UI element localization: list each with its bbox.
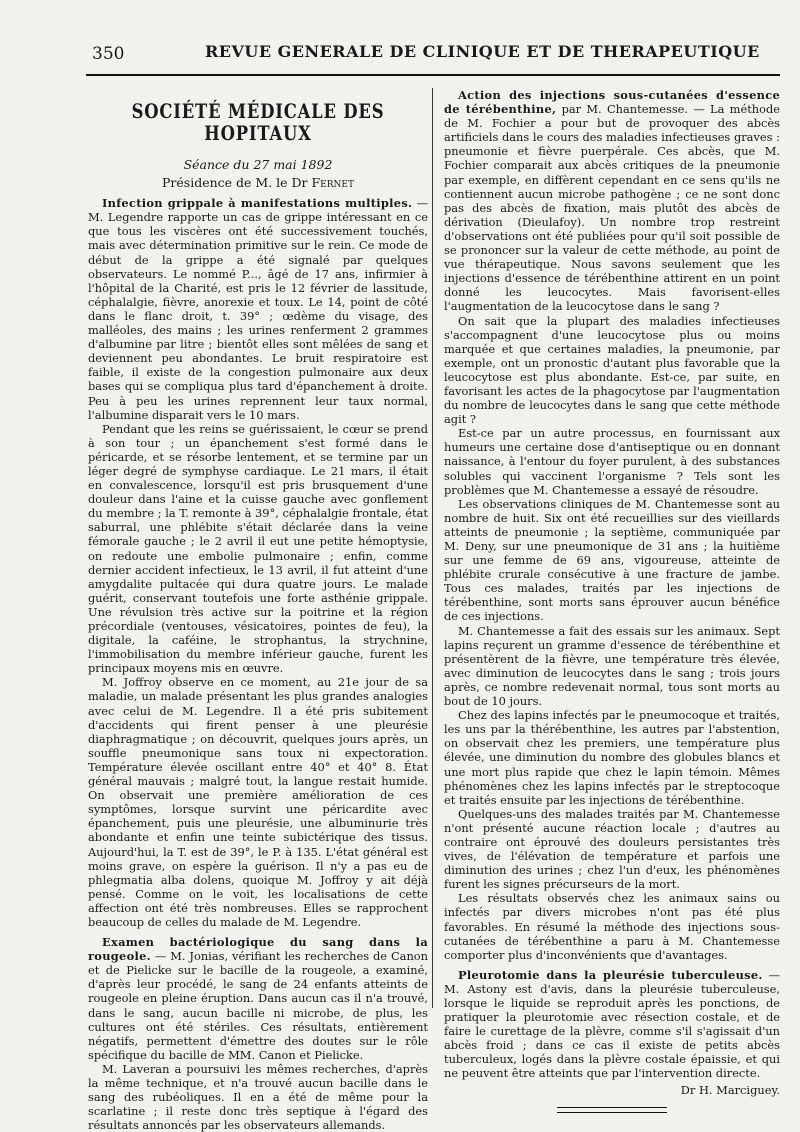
article-3-paragraph: On sait que la plupart des maladies infectieuses s'accompagnent d'une leucocytose plus ou moins marquée et que certaines maladies, la pneumonie, par exemple, ont un pronostic d'autant plus favorable que la leucocytose est plus abondante. Est-ce, par suite, en favorisant les actes de la phagocytose par l'augmentation du nombre de leucocytes dans le sang que cette méthode agit ? xyxy=(444,313,780,427)
article-4-title: Pleurotomie dans la pleurésie tuberculeuse. xyxy=(458,967,763,982)
article-3-paragraph: M. Chantemesse a fait des essais sur les animaux. Sept lapins reçurent un gramme d'essence de térébenthine et présentèrent de la fièvre, une température très élevée, avec diminution de leucocytes dans le sang ; trois jours après, ce nombre redevenait normal, tous sont morts au bout de 10 jours. xyxy=(444,623,780,709)
article-1-paragraph xyxy=(88,196,428,422)
article-4-paragraph xyxy=(444,968,780,1081)
right-column xyxy=(444,88,780,1113)
article-3-text: par M. Chantemesse. — La méthode de M. Fochier a pour but de provoquer des abcès artificiels dans le cours des maladies infectieuses graves : pneumonie et fièvre puerpérale. Ces abcès, que M. Fochier comparait aux abcès critiques de la pneumonie par exemple, en diffèrent cependant en ce sens qu'ils ne contiennent aucun microbe pathogène ; ce ne sont donc pas des abcès de fixation, mais plutôt des abcès de dérivation (Dieulafoy). Un nombre trop restreint d'observations ont été publiées pour qu'il soit possible de se prononcer sur la valeur de cette méthode, au point de vue thérapeutique. Nous savons seulement que les injections d'essence de térébenthine attirent en un point donné les leucocytes. Mais favorisent-elles l'augmentation de la leucocytose dans le sang ? xyxy=(444,102,780,314)
article-1-title: Infection grippale à manifestations multiples. xyxy=(102,196,413,211)
end-rule xyxy=(557,1107,667,1113)
article-1-paragraph: Pendant que les reins se guérissaient, le cœur se prend à son tour ; un épanchement s'est formé dans le péricarde, et se résorbe lentement, et se termine par un léger degré de symphyse cardiaque. Le 21 mars, il était en convalescence, lorsqu'il est pris brusquement d'une douleur dans l'aine et la cuisse gauche avec gonflement du membre ; la T. remonte à 39°, céphalalgie frontale, état saburral, une phlébite s'était déclarée dans la veine fémorale gauche ; le 2 avril il eut une petite hémoptysie, on redoute une embolie pulmonaire ; enfin, comme dernier accident infectieux, le 13 avril, il fut atteint d'une amygdalite pultacée qui dura quatre jours. Le malade guérit, conservant toutefois une forte asthénie grippale. Une révulsion très active sur la poitrine et la région précordiale (ventouses, vésicatoires, pointes de feu), la digitale, la caféine, le strophantus, la strychnine, l'immobilisation du membre inférieur gauche, furent les principaux moyens mis en œuvre. xyxy=(88,421,428,676)
page-number: 350 xyxy=(92,44,125,64)
article-2-text: — M. Jonias, vérifiant les recherches de Canon et de Pielicke sur le bacille de la rougeole, a examiné, d'après leur procédé, le sang de 24 enfants atteints de rougeole en pleine éruption. Dans aucun cas il n'a trouvé, dans le sang, aucun bacille ni microbe, de plus, les cultures ont été stériles. Ces résultats, entièrement négatifs, permettent d'émettre des doutes sur le rôle spécifique du bacille de MM. Canon et Pielicke. xyxy=(88,949,428,1062)
article-3-paragraph: Quelques-uns des malades traités par M. Chantemesse n'ont présenté aucune réaction locale ; d'autres au contraire ont éprouvé des douleurs persistantes très vives, de l'élévation de température et parfois une diminution des urines ; chez l'un d'eux, les phénomènes furent les signes précurseurs de la mort. xyxy=(444,806,780,892)
article-3-title: Action des injections sous-cutanées d'essence de térébenthine, xyxy=(444,88,780,117)
article-1-text: — M. Legendre rapporte un cas de grippe intéressant en ce que tous les viscères ont été successivement touchés, mais avec détermination primitive sur le rein. Ce mode de début de la grippe a été signalé par quelques observateurs. Le nommé P..., âgé de 17 ans, infirmier à l'hôpital de la Charité, est pris le 12 février de lassitude, céphalalgie, fièvre, anorexie et toux. Le 14, point de côté dans le flanc droit, t. 39° ; œdème du visage, des malléoles, des mains ; les urines renferment 2 grammes d'albumine par litre ; bientôt elles sont mêlées de sang et deviennent peu abondantes. Le bruit respiratoire est faible, il existe de la congestion pulmonaire aux deux bases qui se compliqua plus tard d'épanchement à droite. Peu à peu les urines reprennent leur taux normal, l'albumine disparait vers le 10 mars. xyxy=(88,196,429,422)
article-2-paragraph xyxy=(88,935,428,1062)
session-date: Séance du 27 mai 1892 xyxy=(183,157,333,172)
article-2-title: Examen bactériologique du sang dans la rougeole. xyxy=(88,935,428,964)
article-3-paragraph: Les résultats observés chez les animaux sains ou infectés par divers microbes n'ont pas été plus favorables. En résumé la méthode des injections sous-cutanées de térébenthine a paru à M. Chantemesse comporter plus d'inconvénients que d'avantages. xyxy=(444,891,780,962)
article-4-text: — M. Astony est d'avis, dans la pleurésie tuberculeuse, lorsque le liquide se reproduit après les ponctions, de pratiquer la pleurotomie avec résection costale, et de faire le curettage de la plèvre, comme s'il s'agissait d'un abcès froid ; dans ce cas il existe de petits abcès tuberculeux, logés dans la plèvre costale épaissie, et qui ne peuvent être atteints que par l'intervention directe. xyxy=(444,967,780,1081)
society-title: SOCIÉTÉ MÉDICALE DES HOPITAUX xyxy=(131,99,385,145)
running-head: REVUE GENERALE DE CLINIQUE ET DE THERAPEUTIQUE xyxy=(205,42,760,61)
article-3-paragraph xyxy=(444,88,780,314)
article-2-paragraph: M. Laveran a poursuivi les mêmes recherches, d'après la même technique, et n'a trouvé aucun bacille dans le sang des rubéoliques. Il en a été de même pour la scarlatine ; il reste donc très septique à l'égard des résultats annoncés par les observateurs allemands. xyxy=(88,1061,428,1132)
top-rule xyxy=(86,74,780,76)
presidency xyxy=(88,176,428,190)
article-1-paragraph: M. Joffroy observe en ce moment, au 21e jour de sa maladie, un malade présentant les plus grandes analogies avec celui de M. Legendre. Il a été pris subitement d'accidents qui firent penser à une pleurésie diaphragmatique ; on découvrit, quelques jours après, un souffle pneumonique sans toux ni expectoration. Température élevée oscillant entre 40° et 40° 8. État général mauvais ; malgré tout, la langue restait humide. On observait une première amélioration de ces symptômes, lorsque survint une péricardite avec épanchement, puis une pleurésie, une albuminurie très abondante et enfin une teinte subictérique des tissus. Aujourd'hui, la T. est de 39°, le P. à 135. L'état général est moins grave, on espère la guérison. Il n'y a pas eu de phlegmatia alba dolens, quoique M. Joffroy y ait déjà pensé. Comme on le voit, les localisations de cette affection ont été très nombreuses. Elles se rapprochent beaucoup de celles du malade de M. Legendre. xyxy=(88,675,428,929)
article-3-paragraph: Les observations cliniques de M. Chantemesse sont au nombre de huit. Six ont été recueillies sur des vieillards atteints de pneumonie ; la septième, communiquée par M. Deny, sur une pneumonique de 31 ans ; la huitième sur une femme de 69 ans, vigoureuse, atteinte de phlébite crurale consécutive à une fracture de jambe. Tous ces malades, traités par les injections de térébenthine, sont morts sans éprouver aucun bénéfice de ces injections. xyxy=(444,496,780,624)
signature: Dr H. Marciguey. xyxy=(680,1082,780,1097)
presidency-prefix: Présidence de M. le Dr xyxy=(162,175,312,191)
president-name: Fernet xyxy=(311,175,354,191)
article-3-paragraph: Est-ce par un autre processus, en fournissant aux humeurs une certaine dose d'antiseptique ou en donnant naissance, à l'entour du foyer purulent, à des substances solubles qui vaccinent l'organisme ? Tels sont les problèmes que M. Chantemesse a essayé de résoudre. xyxy=(444,426,780,497)
left-column xyxy=(88,88,428,1132)
article-3-paragraph: Chez des lapins infectés par le pneumocoque et traités, les uns par la thérébenthine, les autres par l'abstention, on observait chez les premiers, une température plus élevée, une diminution du nombre des globules blancs et une mort plus rapide que chez le lapin témoin. Mêmes phénomènes chez les lapins infectés par le streptocoque et traités ensuite par les injections de térébenthine. xyxy=(444,708,780,807)
column-divider xyxy=(432,88,433,1008)
